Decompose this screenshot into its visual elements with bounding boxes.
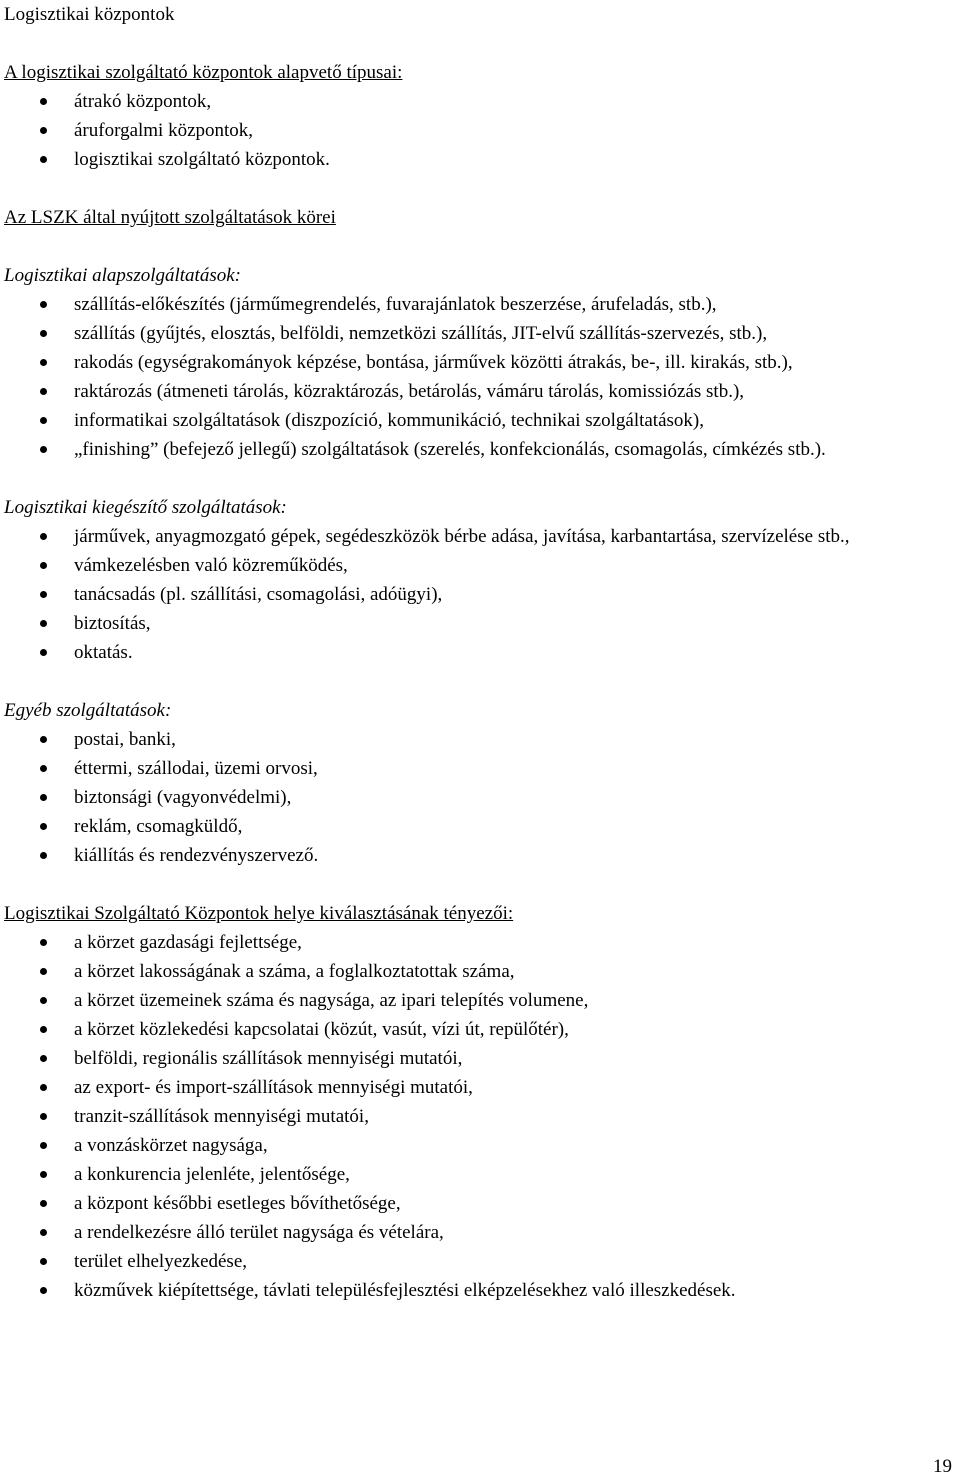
bullet-icon [40,736,47,743]
spacer [4,667,954,696]
bullet-icon [40,156,47,163]
list-item: a konkurencia jelenléte, jelentősége, [4,1160,954,1189]
list-item: átrakó központok, [4,87,954,116]
list-item: az export- és import-szállítások mennyiségi mutatói, [4,1073,954,1102]
bullet-icon [40,1287,47,1294]
bullet-icon [40,127,47,134]
list-item: a rendelkezésre álló terület nagysága és vételára, [4,1218,954,1247]
bullet-icon [40,1084,47,1091]
bullet-icon [40,968,47,975]
list-item: oktatás. [4,638,954,667]
spacer [4,870,954,899]
bullet-icon [40,446,47,453]
spacer [4,464,954,493]
list-item: áruforgalmi központok, [4,116,954,145]
list-item: „finishing” (befejező jellegű) szolgáltatások (szerelés, konfekcionálás, csomagolás, címkézés stb.). [4,435,954,464]
list-item: kiállítás és rendezvényszervező. [4,841,954,870]
list-item: járművek, anyagmozgató gépek, segédeszközök bérbe adása, javítása, karbantartása, szervízelése stb., [4,522,954,551]
list-item: biztosítás, [4,609,954,638]
list-item: szállítás (gyűjtés, elosztás, belföldi, nemzetközi szállítás, JIT-elvű szállítás-szervezés, stb.), [4,319,954,348]
list-item: terület elhelyezkedése, [4,1247,954,1276]
list-item: a vonzáskörzet nagysága, [4,1131,954,1160]
list-item: közművek kiépítettsége, távlati településfejlesztési elképzelésekhez való illeszkedések. [4,1276,954,1305]
section-heading-types: A logisztikai szolgáltató központok alapvető típusai: [4,62,403,83]
list-types [4,87,954,174]
bullet-icon [40,939,47,946]
bullet-icon [40,1026,47,1033]
list-item: rakodás (egységrakományok képzése, bontása, járművek közötti átrakás, be-, ill. kirakás, stb.), [4,348,954,377]
list-item: raktározás (átmeneti tárolás, közraktározás, betárolás, vámáru tárolás, komissiózás stb.), [4,377,954,406]
document-title: Logisztikai központok [4,4,175,25]
list-other-services [4,725,954,870]
list-item: éttermi, szállodai, üzemi orvosi, [4,754,954,783]
bullet-icon [40,359,47,366]
list-item: biztonsági (vagyonvédelmi), [4,783,954,812]
list-item: belföldi, regionális szállítások mennyiségi mutatói, [4,1044,954,1073]
list-item: reklám, csomagküldő, [4,812,954,841]
list-item: postai, banki, [4,725,954,754]
document-page [4,0,954,1305]
bullet-icon [40,301,47,308]
list-item: a körzet lakosságának a száma, a foglalkoztatottak száma, [4,957,954,986]
page-number: 19 [933,1456,952,1477]
bullet-icon [40,1142,47,1149]
list-item: a központ későbbi esetleges bővíthetősége, [4,1189,954,1218]
list-item: tanácsadás (pl. szállítási, csomagolási, adóügyi), [4,580,954,609]
bullet-icon [40,794,47,801]
spacer [4,29,954,58]
bullet-icon [40,388,47,395]
bullet-icon [40,1200,47,1207]
bullet-icon [40,620,47,627]
bullet-icon [40,330,47,337]
spacer [4,232,954,261]
bullet-icon [40,591,47,598]
bullet-icon [40,997,47,1004]
list-location-factors [4,928,954,1305]
bullet-icon [40,562,47,569]
bullet-icon [40,852,47,859]
bullet-icon [40,1113,47,1120]
list-item: a körzet gazdasági fejlettsége, [4,928,954,957]
section-heading-basic-services: Logisztikai alapszolgáltatások: [4,265,241,286]
spacer [4,174,954,203]
section-heading-services: Az LSZK által nyújtott szolgáltatások körei [4,207,336,228]
list-item: vámkezelésben való közreműködés, [4,551,954,580]
list-item: tranzit-szállítások mennyiségi mutatói, [4,1102,954,1131]
section-heading-other-services: Egyéb szolgáltatások: [4,700,172,721]
list-item: logisztikai szolgáltató központok. [4,145,954,174]
list-item: a körzet közlekedési kapcsolatai (közút, vasút, vízi út, repülőtér), [4,1015,954,1044]
list-item: a körzet üzemeinek száma és nagysága, az ipari telepítés volumene, [4,986,954,1015]
bullet-icon [40,823,47,830]
section-heading-location-factors: Logisztikai Szolgáltató Központok helye kiválasztásának tényezői: [4,903,514,924]
bullet-icon [40,533,47,540]
bullet-icon [40,98,47,105]
list-basic-services [4,290,954,464]
bullet-icon [40,1055,47,1062]
bullet-icon [40,765,47,772]
list-supplementary-services [4,522,954,667]
bullet-icon [40,417,47,424]
bullet-icon [40,1171,47,1178]
list-item: informatikai szolgáltatások (diszpozíció, kommunikáció, technikai szolgáltatások), [4,406,954,435]
bullet-icon [40,1258,47,1265]
bullet-icon [40,1229,47,1236]
section-heading-supplementary-services: Logisztikai kiegészítő szolgáltatások: [4,497,287,518]
list-item: szállítás-előkészítés (járműmegrendelés, fuvarajánlatok beszerzése, árufeladás, stb.), [4,290,954,319]
bullet-icon [40,649,47,656]
